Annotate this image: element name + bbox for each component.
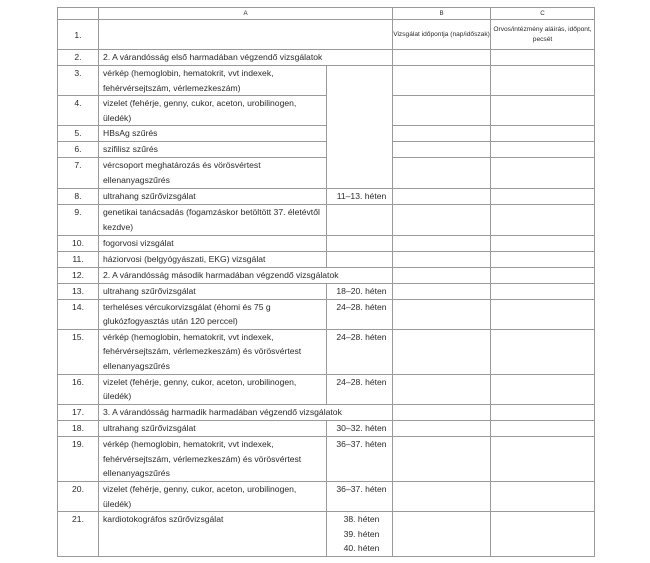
column-b-label: B — [393, 8, 491, 20]
table-row — [58, 205, 595, 235]
row-number: 16. — [58, 374, 99, 404]
date-cell[interactable] — [393, 251, 491, 267]
signature-cell[interactable] — [491, 299, 595, 329]
exam-name: vizelet (fehérje, genny, cukor, aceton, urobilinogen, üledék) — [99, 374, 327, 404]
row-number: 11. — [58, 251, 99, 267]
header-row — [58, 20, 595, 50]
exam-timing: 36–37. héten — [327, 436, 393, 481]
exam-timing: 24–28. héten — [327, 374, 393, 404]
exam-timing: 11–13. héten — [327, 189, 393, 205]
table-row — [58, 66, 595, 96]
row-number: 8. — [58, 189, 99, 205]
exam-timing: 40. héten — [343, 543, 380, 554]
column-letter-row — [58, 8, 595, 20]
row-number: 6. — [58, 142, 99, 158]
row-number: 7. — [58, 158, 99, 189]
row-number: 10. — [58, 235, 99, 251]
signature-cell[interactable] — [491, 66, 595, 96]
table-row — [58, 374, 595, 404]
row-number: 14. — [58, 299, 99, 329]
exam-timing: 30–32. héten — [327, 420, 393, 436]
date-cell[interactable] — [393, 404, 491, 420]
signature-cell[interactable] — [491, 205, 595, 235]
date-cell[interactable] — [393, 267, 491, 283]
signature-cell[interactable] — [491, 142, 595, 158]
section-title: 2. A várandósság második harmadában végzendő vizsgálatok — [99, 267, 393, 283]
exam-name: háziorvosi (belgyógyászati, EKG) vizsgálat — [99, 251, 327, 267]
signature-cell[interactable] — [491, 251, 595, 267]
column-c-header: Orvos/intézmény aláírás, időpont, pecsét — [491, 20, 595, 50]
row-number: 17. — [58, 404, 99, 420]
table-row — [58, 329, 595, 374]
date-cell[interactable] — [393, 66, 491, 96]
column-b-header: Vizsgálat időpontja (nap/időszak) — [393, 20, 491, 50]
signature-cell[interactable] — [491, 267, 595, 283]
signature-cell[interactable] — [491, 283, 595, 299]
signature-cell[interactable] — [491, 404, 595, 420]
exam-name: vércsoport meghatározás és vörösvértest ellenanyagszűrés — [99, 158, 327, 189]
row-number: 1. — [58, 20, 99, 50]
signature-cell[interactable] — [491, 158, 595, 189]
table-row — [58, 512, 595, 557]
table-row — [58, 126, 595, 142]
exam-timing: 38. héten — [343, 514, 380, 525]
table-row — [58, 251, 595, 267]
row-number: 9. — [58, 205, 99, 235]
date-cell[interactable] — [393, 158, 491, 189]
date-cell[interactable] — [393, 142, 491, 158]
signature-cell[interactable] — [491, 329, 595, 374]
exam-name: vérkép (hemoglobin, hematokrit, vvt indexek, fehérvérsejtszám, vérlemezkeszám) és vörösvértest ellenanyagszűrés — [99, 436, 327, 481]
row-number: 20. — [58, 481, 99, 511]
signature-cell[interactable] — [491, 436, 595, 481]
date-cell[interactable] — [393, 512, 491, 557]
table-row — [58, 235, 595, 251]
row-number: 21. — [58, 512, 99, 557]
table-row — [58, 96, 595, 126]
table-row — [58, 283, 595, 299]
exam-name: genetikai tanácsadás (fogamzáskor betöltött 37. életévtől kezdve) — [99, 205, 327, 235]
exam-name: ultrahang szűrővizsgálat — [99, 420, 327, 436]
timing-cell — [327, 235, 393, 251]
date-cell[interactable] — [393, 329, 491, 374]
signature-cell[interactable] — [491, 235, 595, 251]
table-row — [58, 404, 595, 420]
table-row — [58, 299, 595, 329]
exam-timing: 24–28. héten — [327, 299, 393, 329]
date-cell[interactable] — [393, 235, 491, 251]
date-cell[interactable] — [393, 205, 491, 235]
exam-timing: 18–20. héten — [327, 283, 393, 299]
table-row — [58, 436, 595, 481]
date-cell[interactable] — [393, 96, 491, 126]
exam-name: HBsAg szűrés — [99, 126, 327, 142]
date-cell[interactable] — [393, 374, 491, 404]
row-number: 13. — [58, 283, 99, 299]
date-cell[interactable] — [393, 283, 491, 299]
exam-name: vérkép (hemoglobin, hematokrit, vvt indexek, fehérvérsejtszám, vérlemezkeszám) és vörösvértest ellenanyagszűrés — [99, 329, 327, 374]
table-row — [58, 189, 595, 205]
table-row — [58, 481, 595, 511]
row-number: 5. — [58, 126, 99, 142]
signature-cell[interactable] — [491, 189, 595, 205]
date-cell[interactable] — [393, 436, 491, 481]
exam-timing-list — [327, 512, 393, 557]
exam-timing: 36–37. héten — [327, 481, 393, 511]
signature-cell[interactable] — [491, 420, 595, 436]
timing-cell — [327, 66, 393, 189]
row-number: 18. — [58, 420, 99, 436]
row-number: 3. — [58, 66, 99, 96]
exam-timing: 24–28. héten — [327, 329, 393, 374]
row-number: 2. — [58, 50, 99, 66]
table-row — [58, 142, 595, 158]
exam-name: szifilisz szűrés — [99, 142, 327, 158]
timing-cell — [327, 251, 393, 267]
date-cell[interactable] — [393, 50, 491, 66]
signature-cell[interactable] — [491, 50, 595, 66]
table-row — [58, 267, 595, 283]
row-number: 19. — [58, 436, 99, 481]
exam-name: terheléses vércukorvizsgálat (éhomi és 75 g glukózfogyasztás után 120 perccel) — [99, 299, 327, 329]
prenatal-checkup-table — [57, 7, 595, 557]
table-row — [58, 420, 595, 436]
signature-cell[interactable] — [491, 96, 595, 126]
exam-name: kardiotokográfos szűrővizsgálat — [99, 512, 327, 557]
timing-cell — [327, 205, 393, 235]
date-cell[interactable] — [393, 189, 491, 205]
exam-name: vizelet (fehérje, genny, cukor, aceton, urobilinogen, üledék) — [99, 96, 327, 126]
date-cell[interactable] — [393, 481, 491, 511]
signature-cell[interactable] — [491, 374, 595, 404]
column-a-label: A — [99, 8, 393, 20]
date-cell[interactable] — [393, 299, 491, 329]
signature-cell[interactable] — [491, 481, 595, 511]
signature-cell[interactable] — [491, 126, 595, 142]
date-cell[interactable] — [393, 420, 491, 436]
row-number: 15. — [58, 329, 99, 374]
row-number: 12. — [58, 267, 99, 283]
column-c-label: C — [491, 8, 595, 20]
table-row — [58, 158, 595, 189]
exam-timing: 39. héten — [343, 528, 380, 539]
table-row — [58, 50, 595, 66]
row-number: 4. — [58, 96, 99, 126]
exam-name: vérkép (hemoglobin, hematokrit, vvt indexek, fehérvérsejtszám, vérlemezkeszám) — [99, 66, 327, 96]
date-cell[interactable] — [393, 126, 491, 142]
exam-name: vizelet (fehérje, genny, cukor, aceton, urobilinogen, üledék) — [99, 481, 327, 511]
section-title: 2. A várandósság első harmadában végzendő vizsgálatok — [99, 50, 393, 66]
exam-name: ultrahang szűrővizsgálat — [99, 189, 327, 205]
exam-name: fogorvosi vizsgálat — [99, 235, 327, 251]
signature-cell[interactable] — [491, 512, 595, 557]
section-title: 3. A várandósság harmadik harmadában végzendő vizsgálatok — [99, 404, 393, 420]
exam-name: ultrahang szűrővizsgálat — [99, 283, 327, 299]
